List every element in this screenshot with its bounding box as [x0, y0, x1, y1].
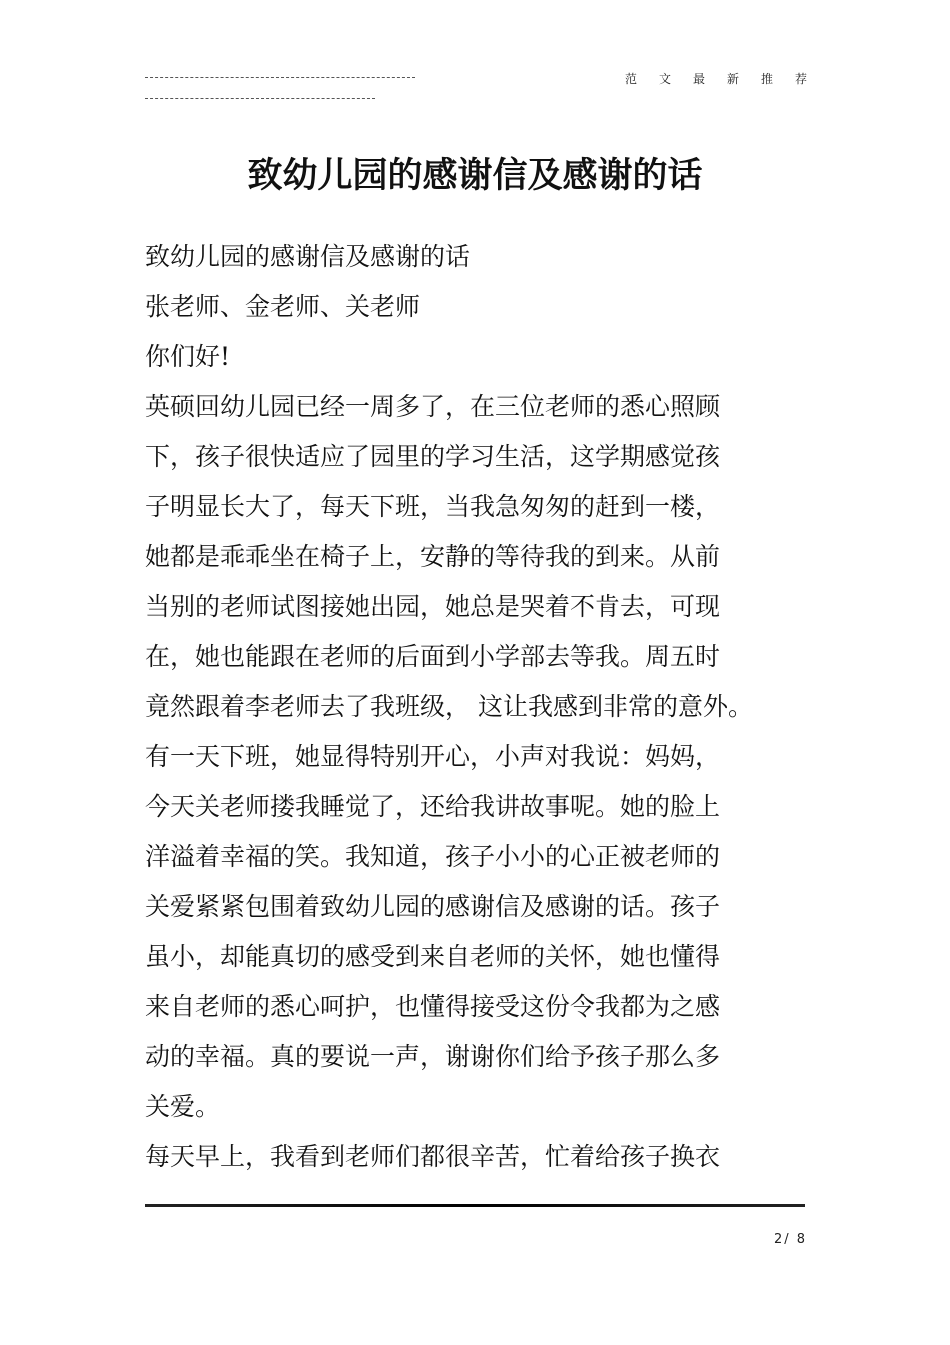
- text-line: 张老师、金老师、关老师: [145, 292, 421, 321]
- text-line: 子明显长大了，每天下班，当我急匆匆的赶到一楼，: [145, 492, 721, 521]
- text-line: 致幼儿园的感谢信及感谢的话: [145, 242, 471, 271]
- footer-rule: [145, 1204, 805, 1207]
- text-line: 有一天下班，她显得特别开心，小声对我说：妈妈，: [145, 742, 721, 771]
- page-title: 致幼儿园的感谢信及感谢的话: [247, 155, 703, 196]
- text-line: 下，孩子很快适应了园里的学习生活，这学期感觉孩: [145, 442, 721, 471]
- text-line: 动的幸福。真的要说一声，谢谢你们给予孩子那么多: [145, 1042, 721, 1071]
- text-line: 当别的老师试图接她出园，她总是哭着不肯去，可现: [145, 592, 721, 621]
- text-line: 在，她也能跟在老师的后面到小学部去等我。周五时: [145, 642, 721, 671]
- text-line: 英硕回幼儿园已经一周多了，在三位老师的悉心照顾: [145, 392, 721, 421]
- text-line: 她都是乖乖坐在椅子上，安静的等待我的到来。从前: [145, 542, 721, 571]
- body-text: [145, 232, 805, 1182]
- text-line: 竟然跟着李老师去了我班级， 这让我感到非常的意外。: [145, 692, 753, 721]
- text-line: 关爱紧紧包围着致幼儿园的感谢信及感谢的话。孩子: [145, 892, 721, 921]
- text-line: 你们好!: [145, 342, 231, 371]
- text-line: 虽小，却能真切的感受到来自老师的关怀，她也懂得: [145, 942, 721, 971]
- page-number: 2/ 8: [773, 1232, 807, 1247]
- text-line: 每天早上，我看到老师们都很辛苦，忙着给孩子换衣: [145, 1142, 721, 1171]
- header-dashed-rule-short: [145, 98, 375, 99]
- text-line: 今天关老师搂我睡觉了，还给我讲故事呢。她的脸上: [145, 792, 721, 821]
- header-dashed-rule: [145, 77, 415, 78]
- text-line: 来自老师的悉心呵护，也懂得接受这份令我都为之感: [145, 992, 721, 1021]
- text-line: 关爱。: [145, 1092, 221, 1121]
- header-label: 范文最新推荐: [624, 72, 829, 86]
- text-line: 洋溢着幸福的笑。我知道，孩子小小的心正被老师的: [145, 842, 721, 871]
